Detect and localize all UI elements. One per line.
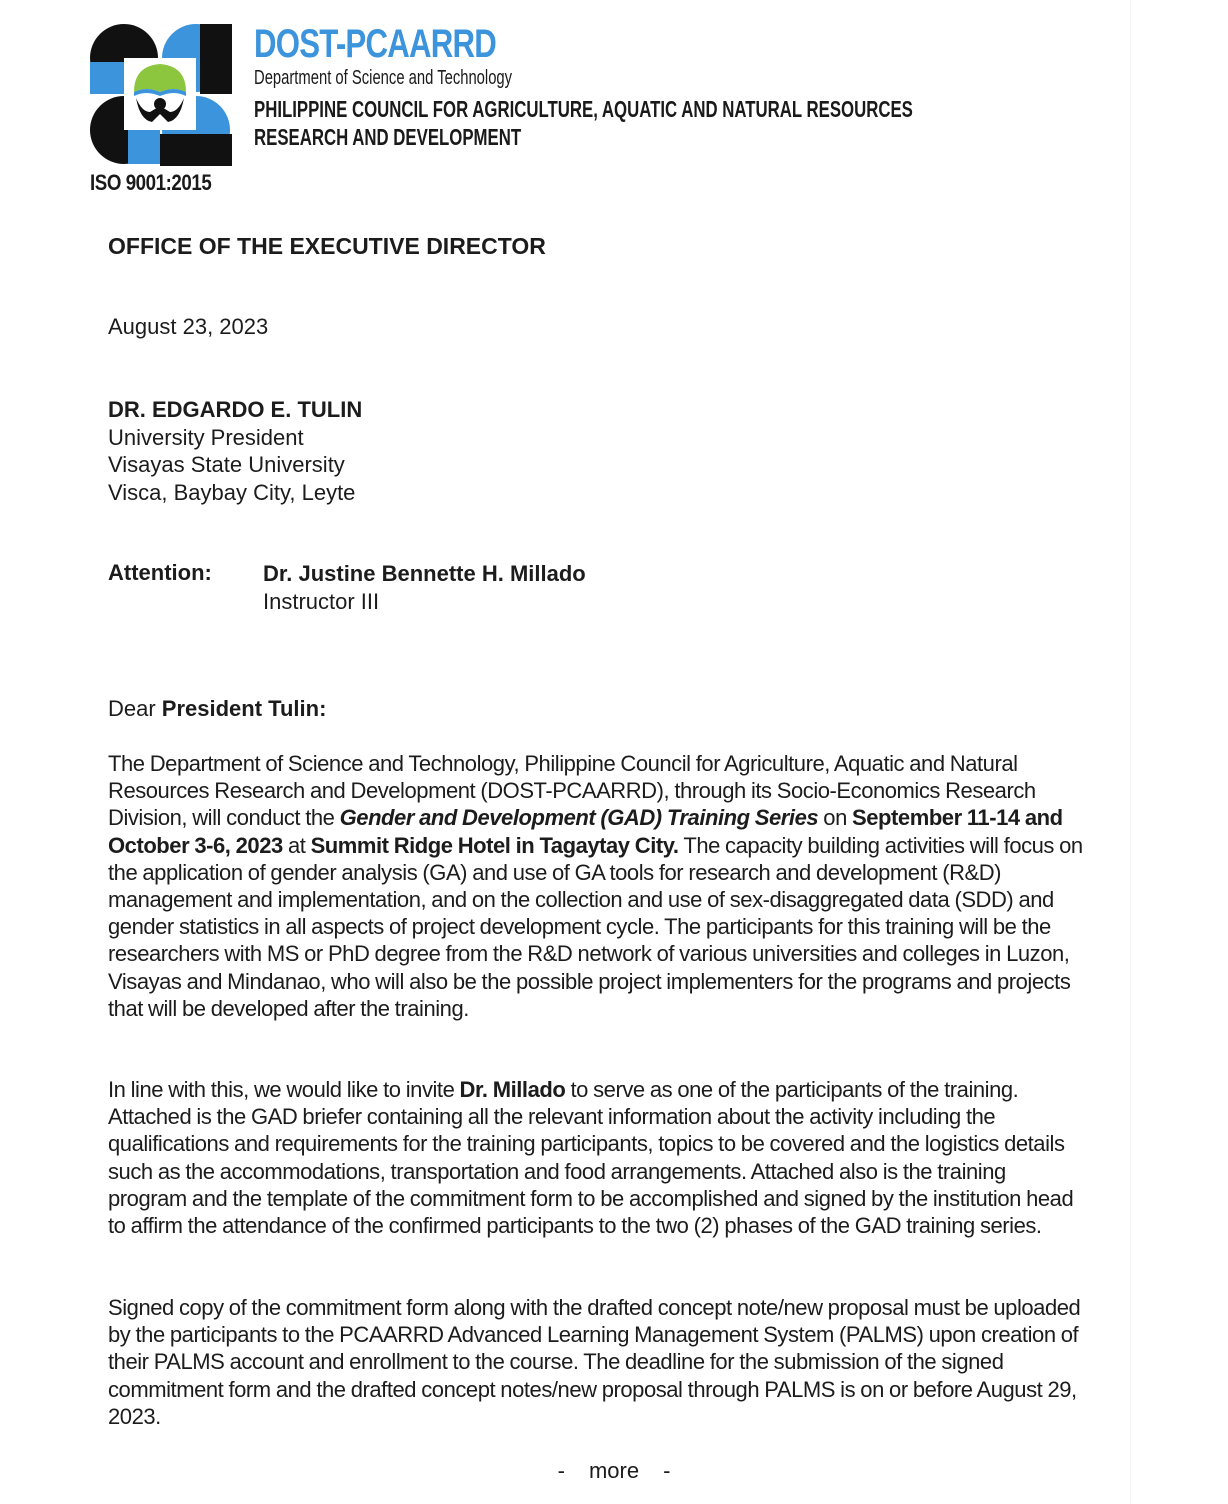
attention-block <box>263 560 586 615</box>
training-dates: September 11-14 and October 3-6, 2023 <box>108 805 1063 858</box>
p2-text-2: to serve as one of the participants of the training. Attached is the GAD briefer containing all the relevant information about the activity including the qualifications and requirements for the training participants, topics to be covered and the logistics details such as the accommodations, transportation and food arrangements. Attached also is the training program and the template of the commitment form to be accomplished and signed by the institution head to affirm the attendance of the confirmed participants to the two (2) phases of the GAD training series. <box>108 1077 1074 1239</box>
council-line-2: RESEARCH AND DEVELOPMENT <box>254 124 522 150</box>
recipient-block <box>108 396 362 506</box>
page-edge-shadow <box>1130 0 1131 1504</box>
p1-text-4: The capacity building activities will focus on the application of gender analysis (GA) and use of GA tools for research and development (R&D) management and implementation, and on the collection and use of sex-disaggregated data (SDD) and gender statistics in all aspects of project development cycle. The participants for this training will be the researchers with MS or PhD degree from the R&D network of various universities and colleges in Luzon, Visayas and Mindanao, who will also be the possible project implementers for the programs and projects that will be developed after the training. <box>108 832 1083 1021</box>
p2-text-1: In line with this, we would like to invite <box>108 1077 460 1102</box>
org-department: Department of Science and Technology <box>254 67 513 89</box>
council-line-1: PHILIPPINE COUNCIL FOR AGRICULTURE, AQUATIC AND NATURAL RESOURCES <box>254 96 913 122</box>
more-label: more <box>588 1458 640 1483</box>
recipient-name: DR. EDGARDO E. TULIN <box>108 397 363 422</box>
letter-date: August 23, 2023 <box>108 314 269 339</box>
body-paragraph-3: Signed copy of the commitment form along with the drafted concept note/new proposal must be uploaded by the participants to the PCAARRD Advanced Learning Management System (PALMS) upon creation of their PALMS account and enrollment to the course. The deadline for the submission of the signed commitment form and the drafted concept notes/new proposal through PALMS is on or before August 29, 2023. <box>108 1295 1081 1429</box>
p1-text-3: at <box>282 832 311 858</box>
invitee-name: Dr. Millado <box>459 1077 566 1102</box>
attention-label: Attention: <box>108 560 212 585</box>
body-paragraph-1 <box>108 750 1088 1022</box>
salutation-name: President Tulin: <box>161 696 327 721</box>
dash-left: - <box>557 1458 565 1483</box>
salutation-prefix: Dear <box>108 696 162 721</box>
office-heading: OFFICE OF THE EXECUTIVE DIRECTOR <box>108 233 546 259</box>
recipient-address: Visca, Baybay City, Leyte <box>108 479 356 505</box>
recipient-title: University President <box>108 424 304 450</box>
pcaarrd-logo-icon <box>88 22 232 166</box>
continuation-marker <box>0 1458 1228 1484</box>
salutation <box>108 696 326 722</box>
p1-text-1: The Department of Science and Technology, Philippine Council for Agriculture, Aquatic and Natural Resources Research and Development (DOST-PCAARRD), through its Socio-Economics Research Division, will conduct the <box>108 751 1036 831</box>
recipient-institution: Visayas State University <box>108 452 345 477</box>
attention-position: Instructor III <box>263 588 380 614</box>
training-venue: Summit Ridge Hotel in Tagaytay City. <box>310 832 679 858</box>
training-title: Gender and Development (GAD) Training Series <box>339 805 819 831</box>
p1-text-2: on <box>818 805 853 831</box>
iso-certification: ISO 9001:2015 <box>90 170 212 195</box>
body-paragraph-2 <box>108 1076 1088 1239</box>
attention-name: Dr. Justine Bennette H. Millado <box>263 561 586 586</box>
org-council-name <box>254 95 913 151</box>
dash-right: - <box>663 1458 671 1483</box>
org-acronym: DOST-PCAARRD <box>254 22 496 66</box>
